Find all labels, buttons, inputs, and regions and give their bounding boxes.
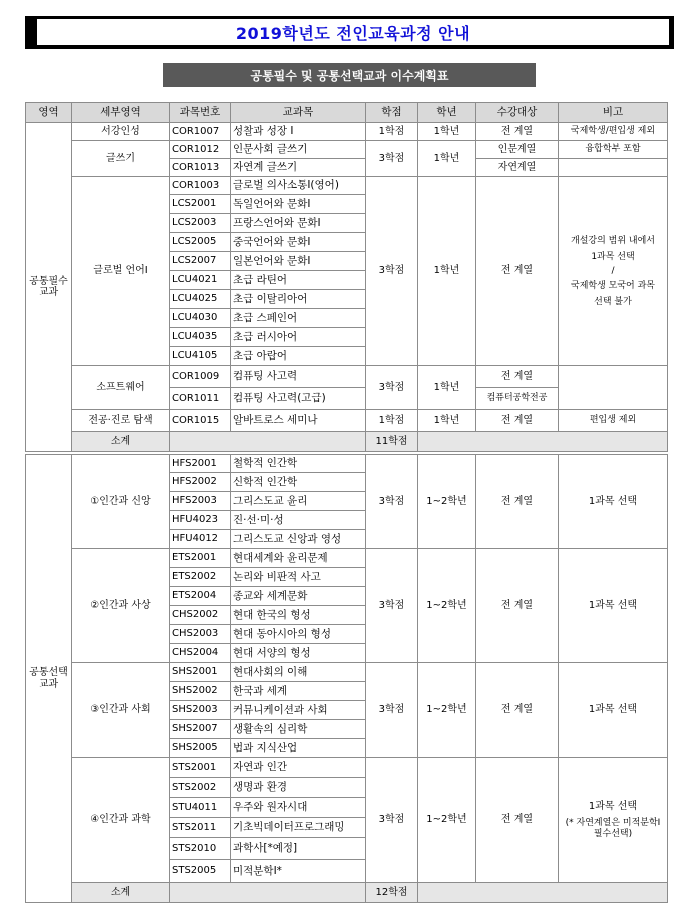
course-code: COR1007 — [170, 123, 231, 141]
target-cell: 인문계열 — [476, 141, 559, 159]
year-cell: 1학년 — [418, 141, 476, 177]
target-cell: 자연계열 — [476, 159, 559, 177]
note-cell: 국제학생/편입생 제외 — [559, 123, 668, 141]
subtotal-row — [26, 432, 668, 452]
course-code: LCU4025 — [170, 290, 231, 309]
header-course-name: 교과목 — [231, 103, 366, 123]
course-code: CHS2003 — [170, 625, 231, 644]
course-code: COR1015 — [170, 410, 231, 432]
course-code: STS2010 — [170, 838, 231, 860]
credit-cell: 3학점 — [366, 177, 418, 366]
course-code: COR1011 — [170, 388, 231, 410]
header-course-code: 과목번호 — [170, 103, 231, 123]
target-cell: 전 계열 — [476, 177, 559, 366]
course-code: HFU4012 — [170, 530, 231, 549]
target-cell: 전 계열 — [476, 549, 559, 663]
header-area: 영역 — [26, 103, 72, 123]
note-cell-empty — [559, 159, 668, 177]
year-cell: 1~2학년 — [418, 549, 476, 663]
header-row — [26, 103, 668, 123]
target-cell: 전 계열 — [476, 663, 559, 758]
target-cell: 전 계열 — [476, 366, 559, 388]
table-row — [26, 177, 668, 195]
credit-cell: 1학점 — [366, 123, 418, 141]
course-name: 한국과 세계 — [231, 682, 366, 701]
table-row — [26, 141, 668, 159]
sub-area-cell: 전공·진로 탐색 — [72, 410, 170, 432]
sub-area-cell: 소프트웨어 — [72, 366, 170, 410]
course-name: 생명과 환경 — [231, 778, 366, 798]
subtotal-label: 소계 — [72, 883, 170, 903]
subtotal-row — [26, 883, 668, 903]
course-name: 일본언어와 문화Ⅰ — [231, 252, 366, 271]
note-extra: (* 자연계열은 미적분학Ⅰ 필수선택) — [565, 818, 661, 839]
course-name: 중국언어와 문화Ⅰ — [231, 233, 366, 252]
course-code: HFS2001 — [170, 455, 231, 473]
course-name: 자연계 글쓰기 — [231, 159, 366, 177]
course-name: 초급 스페인어 — [231, 309, 366, 328]
course-name: 기초빅데이터프로그래밍 — [231, 818, 366, 838]
header-target: 수강대상 — [476, 103, 559, 123]
subtotal-label: 소계 — [72, 432, 170, 452]
course-name: 논리와 비판적 사고 — [231, 568, 366, 587]
header-year: 학년 — [418, 103, 476, 123]
course-name: 과학사[*예정] — [231, 838, 366, 860]
note-cell: 1과목 선택 — [559, 663, 668, 758]
course-name: 현대세계와 윤리문제 — [231, 549, 366, 568]
target-cell: 전 계열 — [476, 455, 559, 549]
course-name: 현대 한국의 형성 — [231, 606, 366, 625]
course-code: CHS2004 — [170, 644, 231, 663]
course-name: 그리스도교 윤리 — [231, 492, 366, 511]
course-code: LCU4021 — [170, 271, 231, 290]
target-cell: 전 계열 — [476, 123, 559, 141]
subtotal-credit: 12학점 — [366, 883, 418, 903]
subtotal-blank — [418, 883, 668, 903]
course-name: 현대 서양의 형성 — [231, 644, 366, 663]
note-line: 개설강의 범위 내에서 — [571, 236, 655, 246]
year-cell: 1~2학년 — [418, 455, 476, 549]
course-code: SHS2002 — [170, 682, 231, 701]
note-cell — [559, 758, 668, 883]
course-code: LCU4030 — [170, 309, 231, 328]
course-code: SHS2003 — [170, 701, 231, 720]
course-code: STU4011 — [170, 798, 231, 818]
sub-area-cell: ①인간과 신앙 — [72, 455, 170, 549]
note-cell: 편입생 제외 — [559, 410, 668, 432]
course-code: STS2002 — [170, 778, 231, 798]
subtotal-blank — [170, 432, 366, 452]
course-code: HFS2003 — [170, 492, 231, 511]
course-name: 신학적 인간학 — [231, 473, 366, 492]
course-name: 컴퓨팅 사고력 — [231, 366, 366, 388]
course-code: SHS2001 — [170, 663, 231, 682]
course-code: LCS2005 — [170, 233, 231, 252]
note-cell: 1과목 선택 — [559, 455, 668, 549]
course-name: 종교와 세계문화 — [231, 587, 366, 606]
target-cell: 전 계열 — [476, 758, 559, 883]
area-cell: 공통필수 교과 — [26, 123, 72, 452]
course-name: 알바트로스 세미나 — [231, 410, 366, 432]
course-code: STS2011 — [170, 818, 231, 838]
year-cell: 1~2학년 — [418, 663, 476, 758]
credit-cell: 3학점 — [366, 549, 418, 663]
table-row — [26, 663, 668, 682]
year-cell: 1학년 — [418, 410, 476, 432]
sub-area-cell: 서강인성 — [72, 123, 170, 141]
course-code: COR1009 — [170, 366, 231, 388]
note-cell-empty — [559, 366, 668, 410]
note-main: 1과목 선택 — [588, 800, 638, 812]
sub-area-cell: 글쓰기 — [72, 141, 170, 177]
course-code: COR1013 — [170, 159, 231, 177]
header-sub-area: 세부영역 — [72, 103, 170, 123]
note-cell: 1과목 선택 — [559, 549, 668, 663]
sub-area-cell: 글로벌 언어Ⅰ — [72, 177, 170, 366]
note-cell — [559, 177, 668, 366]
subtotal-blank — [170, 883, 366, 903]
course-name: 초급 라틴어 — [231, 271, 366, 290]
course-code: SHS2007 — [170, 720, 231, 739]
header-credit: 학점 — [366, 103, 418, 123]
table-row — [26, 123, 668, 141]
course-name: 미적분학Ⅰ* — [231, 860, 366, 883]
sub-area-cell: ④인간과 과학 — [72, 758, 170, 883]
target-cell: 전 계열 — [476, 410, 559, 432]
year-cell: 1학년 — [418, 123, 476, 141]
table-row — [26, 758, 668, 778]
year-cell: 1학년 — [418, 177, 476, 366]
table-row — [26, 410, 668, 432]
course-name: 현대 동아시아의 형성 — [231, 625, 366, 644]
course-name: 그리스도교 신앙과 영성 — [231, 530, 366, 549]
table-row — [26, 366, 668, 388]
course-name: 철학적 인간학 — [231, 455, 366, 473]
course-code: COR1003 — [170, 177, 231, 195]
course-name: 진·선·미·성 — [231, 511, 366, 530]
credit-cell: 3학점 — [366, 141, 418, 177]
course-name: 성찰과 성장 Ⅰ — [231, 123, 366, 141]
course-name: 법과 지식산업 — [231, 739, 366, 758]
course-code: ETS2001 — [170, 549, 231, 568]
course-code: HFU4023 — [170, 511, 231, 530]
credit-cell: 1학점 — [366, 410, 418, 432]
course-name: 초급 아랍어 — [231, 347, 366, 366]
sub-area-cell: ③인간과 사회 — [72, 663, 170, 758]
course-code: LCS2001 — [170, 195, 231, 214]
course-code: LCU4035 — [170, 328, 231, 347]
credit-cell: 3학점 — [366, 663, 418, 758]
course-code: STS2001 — [170, 758, 231, 778]
course-code: SHS2005 — [170, 739, 231, 758]
header-note: 비고 — [559, 103, 668, 123]
note-cell: 융합학부 포함 — [559, 141, 668, 159]
course-name: 글로벌 의사소통Ⅰ(영어) — [231, 177, 366, 195]
course-code: CHS2002 — [170, 606, 231, 625]
credit-cell: 3학점 — [366, 366, 418, 410]
credit-cell: 3학점 — [366, 758, 418, 883]
course-code: COR1012 — [170, 141, 231, 159]
year-cell: 1학년 — [418, 366, 476, 410]
note-line: 1과목 선택 — [591, 252, 635, 262]
course-code: LCS2003 — [170, 214, 231, 233]
course-name: 초급 이탈리아어 — [231, 290, 366, 309]
page-title: 2019학년도 전인교육과정 안내 — [235, 23, 471, 43]
course-name: 현대사회의 이해 — [231, 663, 366, 682]
course-code: ETS2002 — [170, 568, 231, 587]
table-caption: 공통필수 및 공통선택교과 이수계획표 — [163, 63, 536, 87]
course-name: 컴퓨팅 사고력(고급) — [231, 388, 366, 410]
course-name: 우주와 원자시대 — [231, 798, 366, 818]
required-courses-table — [25, 102, 668, 452]
subtotal-credit: 11학점 — [366, 432, 418, 452]
elective-courses-table — [25, 454, 668, 903]
course-name: 프랑스언어와 문화Ⅰ — [231, 214, 366, 233]
course-code: LCS2007 — [170, 252, 231, 271]
course-name: 인문사회 글쓰기 — [231, 141, 366, 159]
note-line: 선택 불가 — [594, 297, 632, 307]
course-name: 독일언어와 문화Ⅰ — [231, 195, 366, 214]
table-row — [26, 549, 668, 568]
sub-area-cell: ②인간과 사상 — [72, 549, 170, 663]
course-code: ETS2004 — [170, 587, 231, 606]
course-name: 커뮤니케이션과 사회 — [231, 701, 366, 720]
course-code: STS2005 — [170, 860, 231, 883]
note-line: / — [611, 266, 615, 276]
area-cell: 공통선택 교과 — [26, 455, 72, 903]
course-name: 자연과 인간 — [231, 758, 366, 778]
table-row — [26, 455, 668, 473]
note-line: 국제학생 모국어 과목 — [571, 281, 655, 291]
page-title-box — [36, 18, 670, 46]
course-code: HFS2002 — [170, 473, 231, 492]
credit-cell: 3학점 — [366, 455, 418, 549]
subtotal-blank — [418, 432, 668, 452]
target-cell: 컴퓨터공학전공 — [476, 388, 559, 410]
course-name: 생활속의 심리학 — [231, 720, 366, 739]
course-name: 초급 러시아어 — [231, 328, 366, 347]
course-code: LCU4105 — [170, 347, 231, 366]
year-cell: 1~2학년 — [418, 758, 476, 883]
